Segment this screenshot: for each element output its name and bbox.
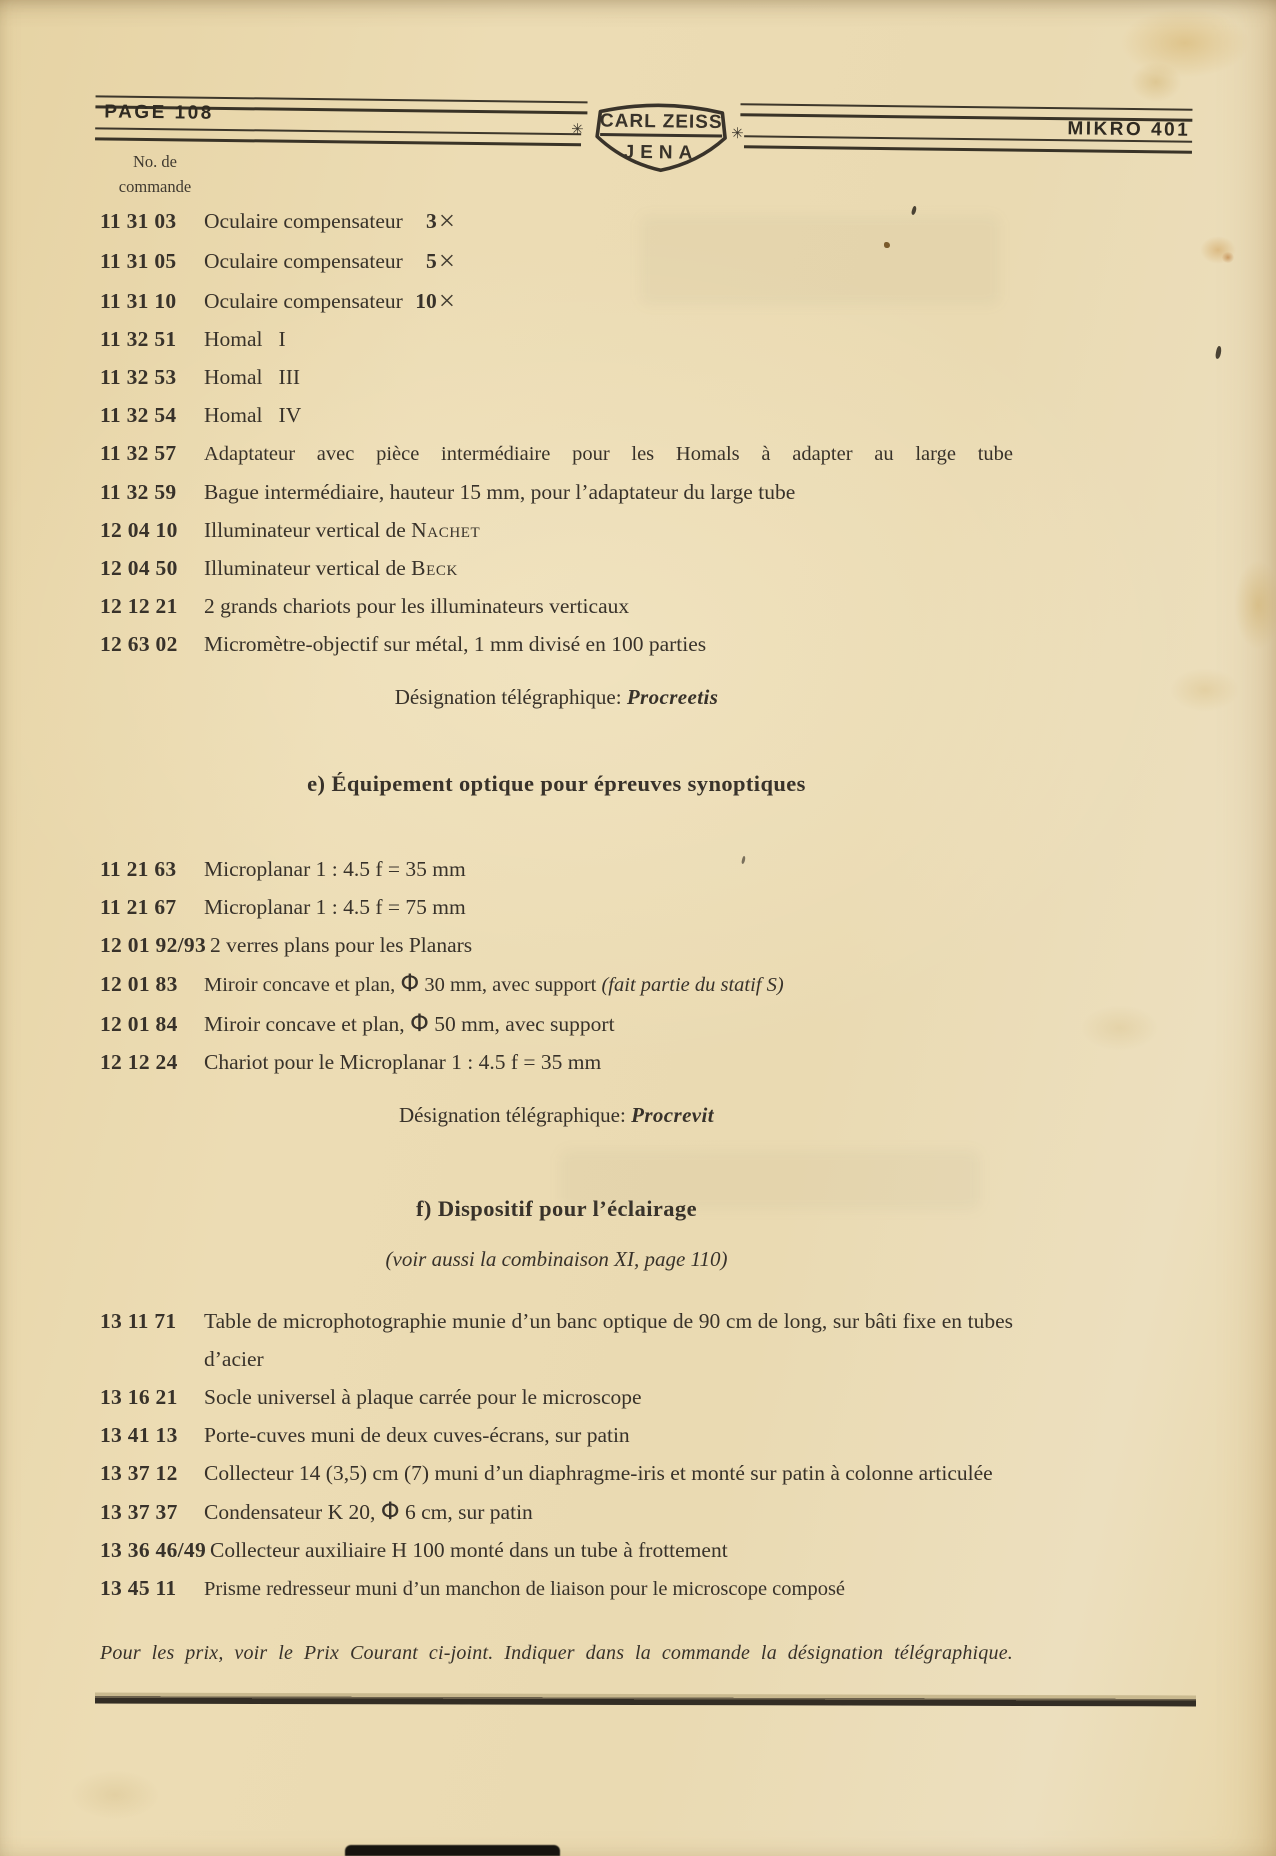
section-f-subtitle: (voir aussi la combinaison XI, page 110) <box>385 1247 728 1271</box>
roman-numeral: III <box>278 365 301 389</box>
order-number: 11 21 63 <box>100 857 177 881</box>
catalog-item <box>100 1043 1013 1081</box>
order-number: 12 12 24 <box>100 1050 178 1074</box>
item-description: Microplanar 1 : 4.5 f = 75 mm <box>204 895 466 919</box>
telegraph-label: Désignation télégraphique: <box>394 685 622 709</box>
item-description: Oculaire compensateur 10× <box>204 280 1013 320</box>
show-through-smudge <box>560 1150 980 1210</box>
catalog-item <box>100 625 1013 663</box>
catalog-item <box>100 964 1013 1004</box>
item-description: Collecteur auxiliaire H 100 monté dans un tube à frottement <box>210 1538 728 1562</box>
magnification-value: 5 <box>426 249 437 273</box>
order-number: 11 32 51 <box>100 327 177 351</box>
catalog-item <box>100 1004 1013 1043</box>
order-number: 12 63 02 <box>100 632 178 656</box>
item-description: Micromètre-objectif sur métal, 1 mm divisé en 100 parties <box>204 632 707 656</box>
item-description: Oculaire compensateur 3× <box>204 200 1013 240</box>
item-description: Prisme redresseur muni d’un manchon de liaison pour le microscope composé <box>204 1578 846 1600</box>
item-description: Condensateur K 20, Φ 6 cm, sur patin <box>204 1497 533 1525</box>
roman-numeral: I <box>278 327 286 351</box>
item-description: Porte-cuves muni de deux cuves-écrans, sur patin <box>204 1423 630 1447</box>
catalog-item <box>100 511 1013 549</box>
catalog-item <box>100 1416 1013 1454</box>
catalog-item <box>100 1492 1013 1531</box>
paper-stain <box>1222 252 1234 263</box>
catalog-item <box>100 1531 1013 1569</box>
diameter-icon: Φ <box>400 969 420 997</box>
footer-rule <box>95 1693 1196 1707</box>
show-through-smudge <box>640 215 1000 305</box>
order-number: 12 01 83 <box>100 972 178 996</box>
column-header-line2: commande <box>118 176 192 196</box>
order-number: 11 31 10 <box>100 289 177 313</box>
item-description: Collecteur 14 (3,5) cm (7) muni d’un diaphragme-iris et monté sur patin à colonne articulée <box>204 1461 993 1485</box>
page-number-label: PAGE 108 <box>104 101 214 124</box>
paper-stain <box>70 1770 160 1820</box>
order-number: 12 12 21 <box>100 594 178 618</box>
item-description: Microplanar 1 : 4.5 f = 35 mm <box>204 857 466 881</box>
star-ornament-icon: ✳ <box>731 124 744 143</box>
diameter-icon: Φ <box>409 1009 429 1037</box>
order-number: 12 04 50 <box>100 556 178 580</box>
magnification-value: 3 <box>426 209 437 233</box>
ink-speck <box>884 242 890 248</box>
catalog-content <box>100 200 1013 1672</box>
order-number: 11 31 05 <box>100 249 177 273</box>
section-e-heading: e) Équipement optique pour épreuves synoptiques <box>307 771 806 796</box>
item-description: Oculaire compensateur 5× <box>204 240 1013 280</box>
item-description: 2 verres plans pour les Planars <box>210 933 473 957</box>
catalog-item <box>100 1302 1013 1378</box>
price-footer-note: Pour les prix, voir le Prix Courant ci-joint. Indiquer dans la commande la désignation télégraphique. <box>100 1642 1013 1664</box>
order-number: 12 01 92/93 <box>100 933 207 957</box>
catalog-item <box>100 434 1013 473</box>
paper-stain <box>1234 560 1276 650</box>
order-number-column-header <box>96 150 214 200</box>
order-number: 13 45 11 <box>100 1576 177 1600</box>
item-description: Homal III <box>204 365 301 389</box>
catalog-item <box>100 1378 1013 1416</box>
paper-stain <box>1200 236 1236 264</box>
manufacturer-name: Nachet <box>411 518 481 542</box>
item-description: Homal IV <box>204 403 302 427</box>
order-number: 11 21 67 <box>100 895 177 919</box>
paper-stain <box>1170 668 1240 712</box>
order-number: 11 31 03 <box>100 209 177 233</box>
scan-artifact-bar <box>345 1845 560 1856</box>
order-number: 11 32 57 <box>100 441 177 465</box>
catalog-item <box>100 888 1013 926</box>
order-number: 12 04 10 <box>100 518 178 542</box>
item-description: Miroir concave et plan, Φ 30 mm, avec support (fait partie du statif S) <box>204 969 784 997</box>
column-header-line1: No. de <box>133 152 177 171</box>
order-number: 13 16 21 <box>100 1385 178 1409</box>
catalog-item <box>100 926 1013 964</box>
manufacturer-name: Beck <box>411 556 458 580</box>
item-description: Miroir concave et plan, Φ 50 mm, avec support <box>204 1009 615 1037</box>
roman-numeral: IV <box>278 403 302 427</box>
paper-stain <box>1120 8 1250 78</box>
item-description: Illuminateur vertical de Nachet <box>204 518 481 542</box>
star-ornament-icon: ✳ <box>571 120 584 139</box>
item-note-italic: (fait partie du statif S) <box>601 974 784 996</box>
logo-divider-line <box>600 135 722 136</box>
ink-speck <box>1215 346 1223 360</box>
magnification-value: 10 <box>415 289 437 313</box>
multiplication-icon: × <box>438 285 456 317</box>
catalog-item <box>100 396 1013 434</box>
order-number: 13 37 37 <box>100 1500 178 1524</box>
catalog-item <box>100 549 1013 587</box>
order-number: 11 32 59 <box>100 480 177 504</box>
item-description: Adaptateur avec pièce intermédiaire pour les Homals à adapter au large tube <box>204 443 1013 465</box>
carl-zeiss-jena-logo <box>591 89 732 175</box>
catalog-item <box>100 473 1013 511</box>
item-description: Homal I <box>204 327 286 351</box>
telegraph-label: Désignation télégraphique: <box>398 1103 626 1127</box>
order-number: 13 37 12 <box>100 1461 178 1485</box>
section-f-heading: f) Dispositif pour l’éclairage <box>416 1196 697 1221</box>
catalog-code-label: MIKRO 401 <box>1067 118 1191 141</box>
item-description: 2 grands chariots pour les illuminateurs verticaux <box>204 594 630 618</box>
item-description: Chariot pour le Microplanar 1 : 4.5 f = 35 mm <box>204 1050 602 1074</box>
catalog-item <box>100 320 1013 358</box>
item-description: Table de microphotographie munie d’un banc optique de 90 cm de long, sur bâti fixe en tubes d’acier <box>204 1309 1013 1371</box>
multiplication-icon: × <box>438 245 456 277</box>
telegraph-code: Procrevit <box>631 1103 714 1127</box>
catalog-item <box>100 850 1013 888</box>
logo-text-bottom: JENA <box>623 141 699 164</box>
order-number: 11 32 53 <box>100 365 177 389</box>
order-number: 11 32 54 <box>100 403 177 427</box>
paper-stain <box>1080 1005 1160 1051</box>
order-number: 13 41 13 <box>100 1423 178 1447</box>
telegraph-code: Procreetis <box>626 685 719 709</box>
order-number: 13 11 71 <box>100 1309 177 1333</box>
catalog-item <box>100 1569 1013 1608</box>
multiplication-icon: × <box>438 205 456 237</box>
catalog-item <box>100 587 1013 625</box>
catalog-item <box>100 1454 1013 1492</box>
item-description: Socle universel à plaque carrée pour le microscope <box>204 1385 642 1409</box>
item-description: Illuminateur vertical de Beck <box>204 556 458 580</box>
telegraphic-designation <box>100 1096 1013 1134</box>
logo-text-top: CARL ZEISS <box>599 110 723 134</box>
header-rule-bottom-left <box>95 127 581 146</box>
order-number: 12 01 84 <box>100 1012 178 1036</box>
item-description: Bague intermédiaire, hauteur 15 mm, pour l’adaptateur du large tube <box>204 480 796 504</box>
catalog-item <box>100 358 1013 396</box>
diameter-icon: Φ <box>380 1497 400 1525</box>
telegraphic-designation <box>100 678 1013 716</box>
order-number: 13 36 46/49 <box>100 1538 207 1562</box>
